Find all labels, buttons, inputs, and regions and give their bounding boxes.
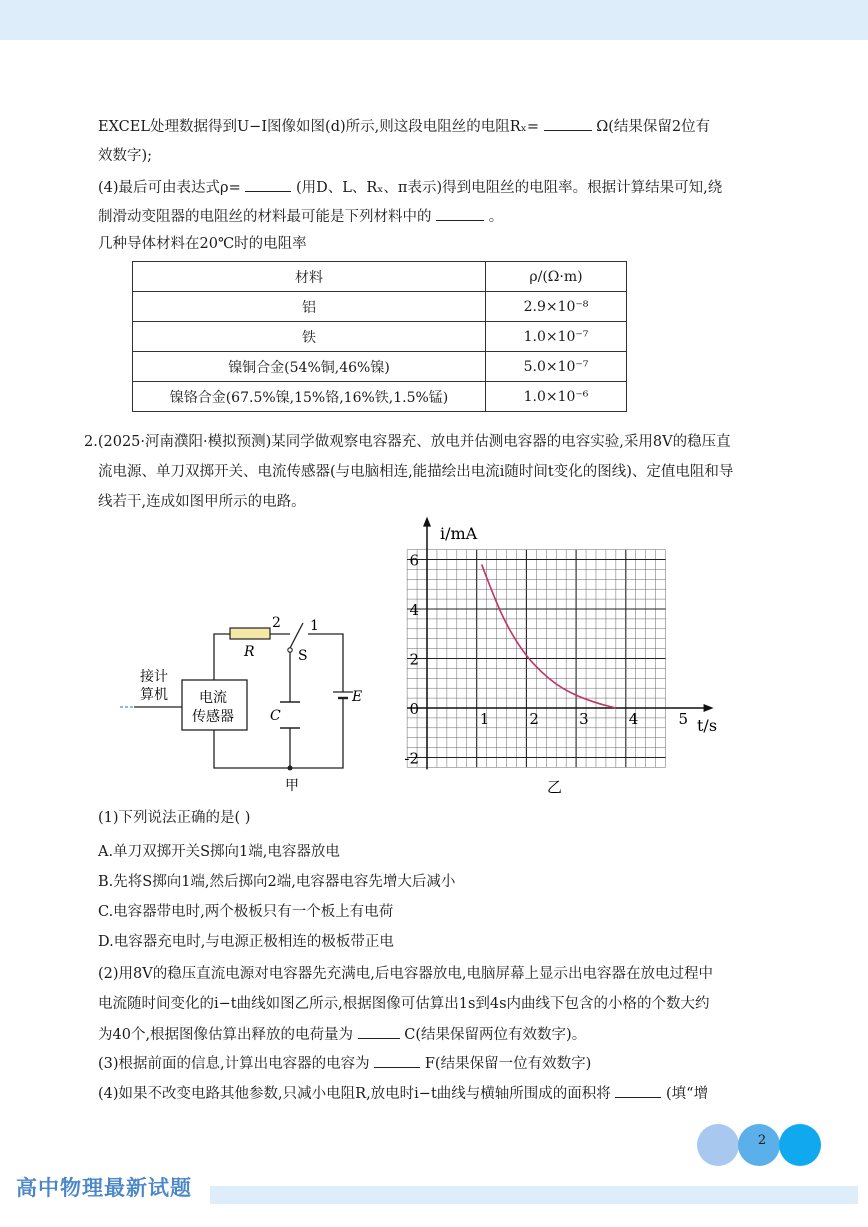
circuit-diagram [110,610,380,795]
line4-b-text: 。 [488,209,504,225]
part3-a-text: (3)根据前面的信息,计算出电容器的电容为 [98,1056,370,1072]
answer-blank[interactable] [245,177,291,192]
text-line [98,116,710,137]
answer-blank[interactable] [358,1024,400,1039]
computer-label-2: 算机 [140,687,168,703]
table-cell: 1.0×10⁻⁶ [486,382,627,412]
axes [407,517,713,770]
terminal-2-label: 2 [272,615,281,631]
option-d[interactable]: D.电容器充电时,与电源正极相连的极板带正电 [98,934,394,950]
table-cell: 5.0×10⁻⁷ [486,352,627,382]
question2-part2 [98,1024,586,1045]
x-tick-label: 4 [628,710,639,728]
x-axis-label: t/s [697,716,718,735]
x-tick-label: 3 [579,710,589,728]
option-a[interactable]: A.单刀双掷开关S掷向1端,电容器放电 [98,844,340,860]
page-circle-right [779,1124,821,1166]
text-line [98,206,503,227]
line1-text: EXCEL处理数据得到U−I图像如图(d)所示,则这段电阻丝的电阻Rₓ= [98,119,539,135]
bottom-band [210,1186,858,1204]
line3-b-text: (用D、L、Rₓ、π表示)得到电阻丝的电阻率。根据计算结果可知,绕 [295,180,723,196]
switch-label: S [298,648,308,664]
line1-end-text: Ω(结果保留2位有 [596,119,711,135]
x-tick-label: 2 [529,710,539,728]
graph-caption: 乙 [547,778,563,796]
answer-blank[interactable] [436,206,484,221]
question2-part1: (1)下列说法正确的是( ) [98,810,251,826]
question2-part2: 电流随时间变化的i−t曲线如图乙所示,根据图像可估算出1s到4s内曲线下包含的小格的个数大约 [98,996,710,1012]
y-tick-label: 4 [409,601,419,619]
question2-stem: 2.(2025·河南濮阳·模拟预测)某同学做观察电容器充、放电并估测电容器的电容实验,采用8V的稳压直 [84,434,731,450]
current-time-graph [385,515,730,800]
page-number: 2 [757,1133,767,1148]
page-circle-left [697,1124,739,1166]
question2-part2: (2)用8V的稳压直流电源对电容器先充满电,后电容器放电,电脑屏幕上显示出电容器在放电过程中 [98,966,713,982]
y-axis-arrow [423,517,431,527]
table-header-row [133,262,627,292]
computer-label-1: 接计 [140,669,168,685]
resistivity-table [132,261,627,412]
grid [407,550,665,768]
line3-a-text: (4)最后可由表达式ρ= [98,180,241,196]
answer-blank[interactable] [544,116,592,131]
y-tick-label: 6 [409,551,419,570]
terminal-1-label: 1 [310,618,319,634]
table-cell: 铝 [133,292,486,322]
sensor-label-2: 传感器 [192,709,234,725]
top-band [0,0,868,40]
y-tick-label: 0 [409,700,419,718]
sensor-label-1: 电流 [199,690,227,706]
answer-blank[interactable] [615,1083,661,1098]
x-tick-label: 1 [479,710,490,728]
table-header-cell: 材料 [133,262,486,292]
question2-stem: 流电源、单刀双掷开关、电流传感器(与电脑相连,能描绘出电流i随时间t变化的图线)、定值电阻和导 [98,464,734,480]
table-cell: 铁 [133,322,486,352]
battery-label: E [352,689,363,705]
y-tick-label: -2 [404,749,419,768]
option-c[interactable]: C.电容器带电时,两个极板只有一个板上有电荷 [98,904,394,920]
table-cell: 镍铜合金(54%铜,46%镍) [133,352,486,382]
footer-brand: 高中物理最新试题 [16,1176,192,1200]
question2-stem: 线若干,连成如图甲所示的电路。 [98,494,306,510]
switch-pivot [288,648,292,652]
junction-dot [288,766,293,771]
table-row [133,322,627,352]
option-b[interactable]: B.先将S掷向1端,然后掷向2端,电容器电容先增大后减小 [98,874,456,890]
question2-part3 [98,1053,591,1074]
line4-a-text: 制滑动变阻器的电阻丝的材料最可能是下列材料中的 [98,209,432,225]
table-caption: 几种导体材料在20℃时的电阻率 [98,236,307,252]
part4-a-text: (4)如果不改变电路其他参数,只减小电阻R,放电时i−t曲线与横轴所围成的面积将 [98,1086,611,1102]
part3-b-text: F(结果保留一位有效数字) [424,1056,592,1072]
switch-blade[interactable] [290,623,303,648]
y-tick-label: 2 [409,650,419,669]
x-axis-arrow [704,704,714,712]
answer-blank[interactable] [374,1053,420,1068]
x-tick-label: 5 [678,710,689,728]
wire-left-top [214,634,230,680]
circuit-caption: 甲 [285,778,299,794]
table-cell: 1.0×10⁻⁷ [486,322,627,352]
question2-part4 [98,1083,708,1104]
table-row [133,292,627,322]
table-header-cell: ρ/(Ω·m) [486,262,627,292]
resistor-label: R [244,644,255,660]
resistor [230,628,270,639]
text-line [98,177,722,198]
part2-b-text: C(结果保留两位有效数字)。 [404,1027,587,1043]
part2-a-text: 为40个,根据图像估算出释放的电荷量为 [98,1027,354,1043]
table-cell: 2.9×10⁻⁸ [486,292,627,322]
text-line: 效数字); [98,148,153,164]
table-cell: 镍铬合金(67.5%镍,15%铬,16%铁,1.5%锰) [133,382,486,412]
capacitor-label: C [270,708,281,724]
table-row [133,352,627,382]
wire-right-top [308,634,343,692]
table-row [133,382,627,412]
y-axis-label: i/mA [440,524,478,543]
part4-b-text: (填“增 [666,1086,709,1102]
